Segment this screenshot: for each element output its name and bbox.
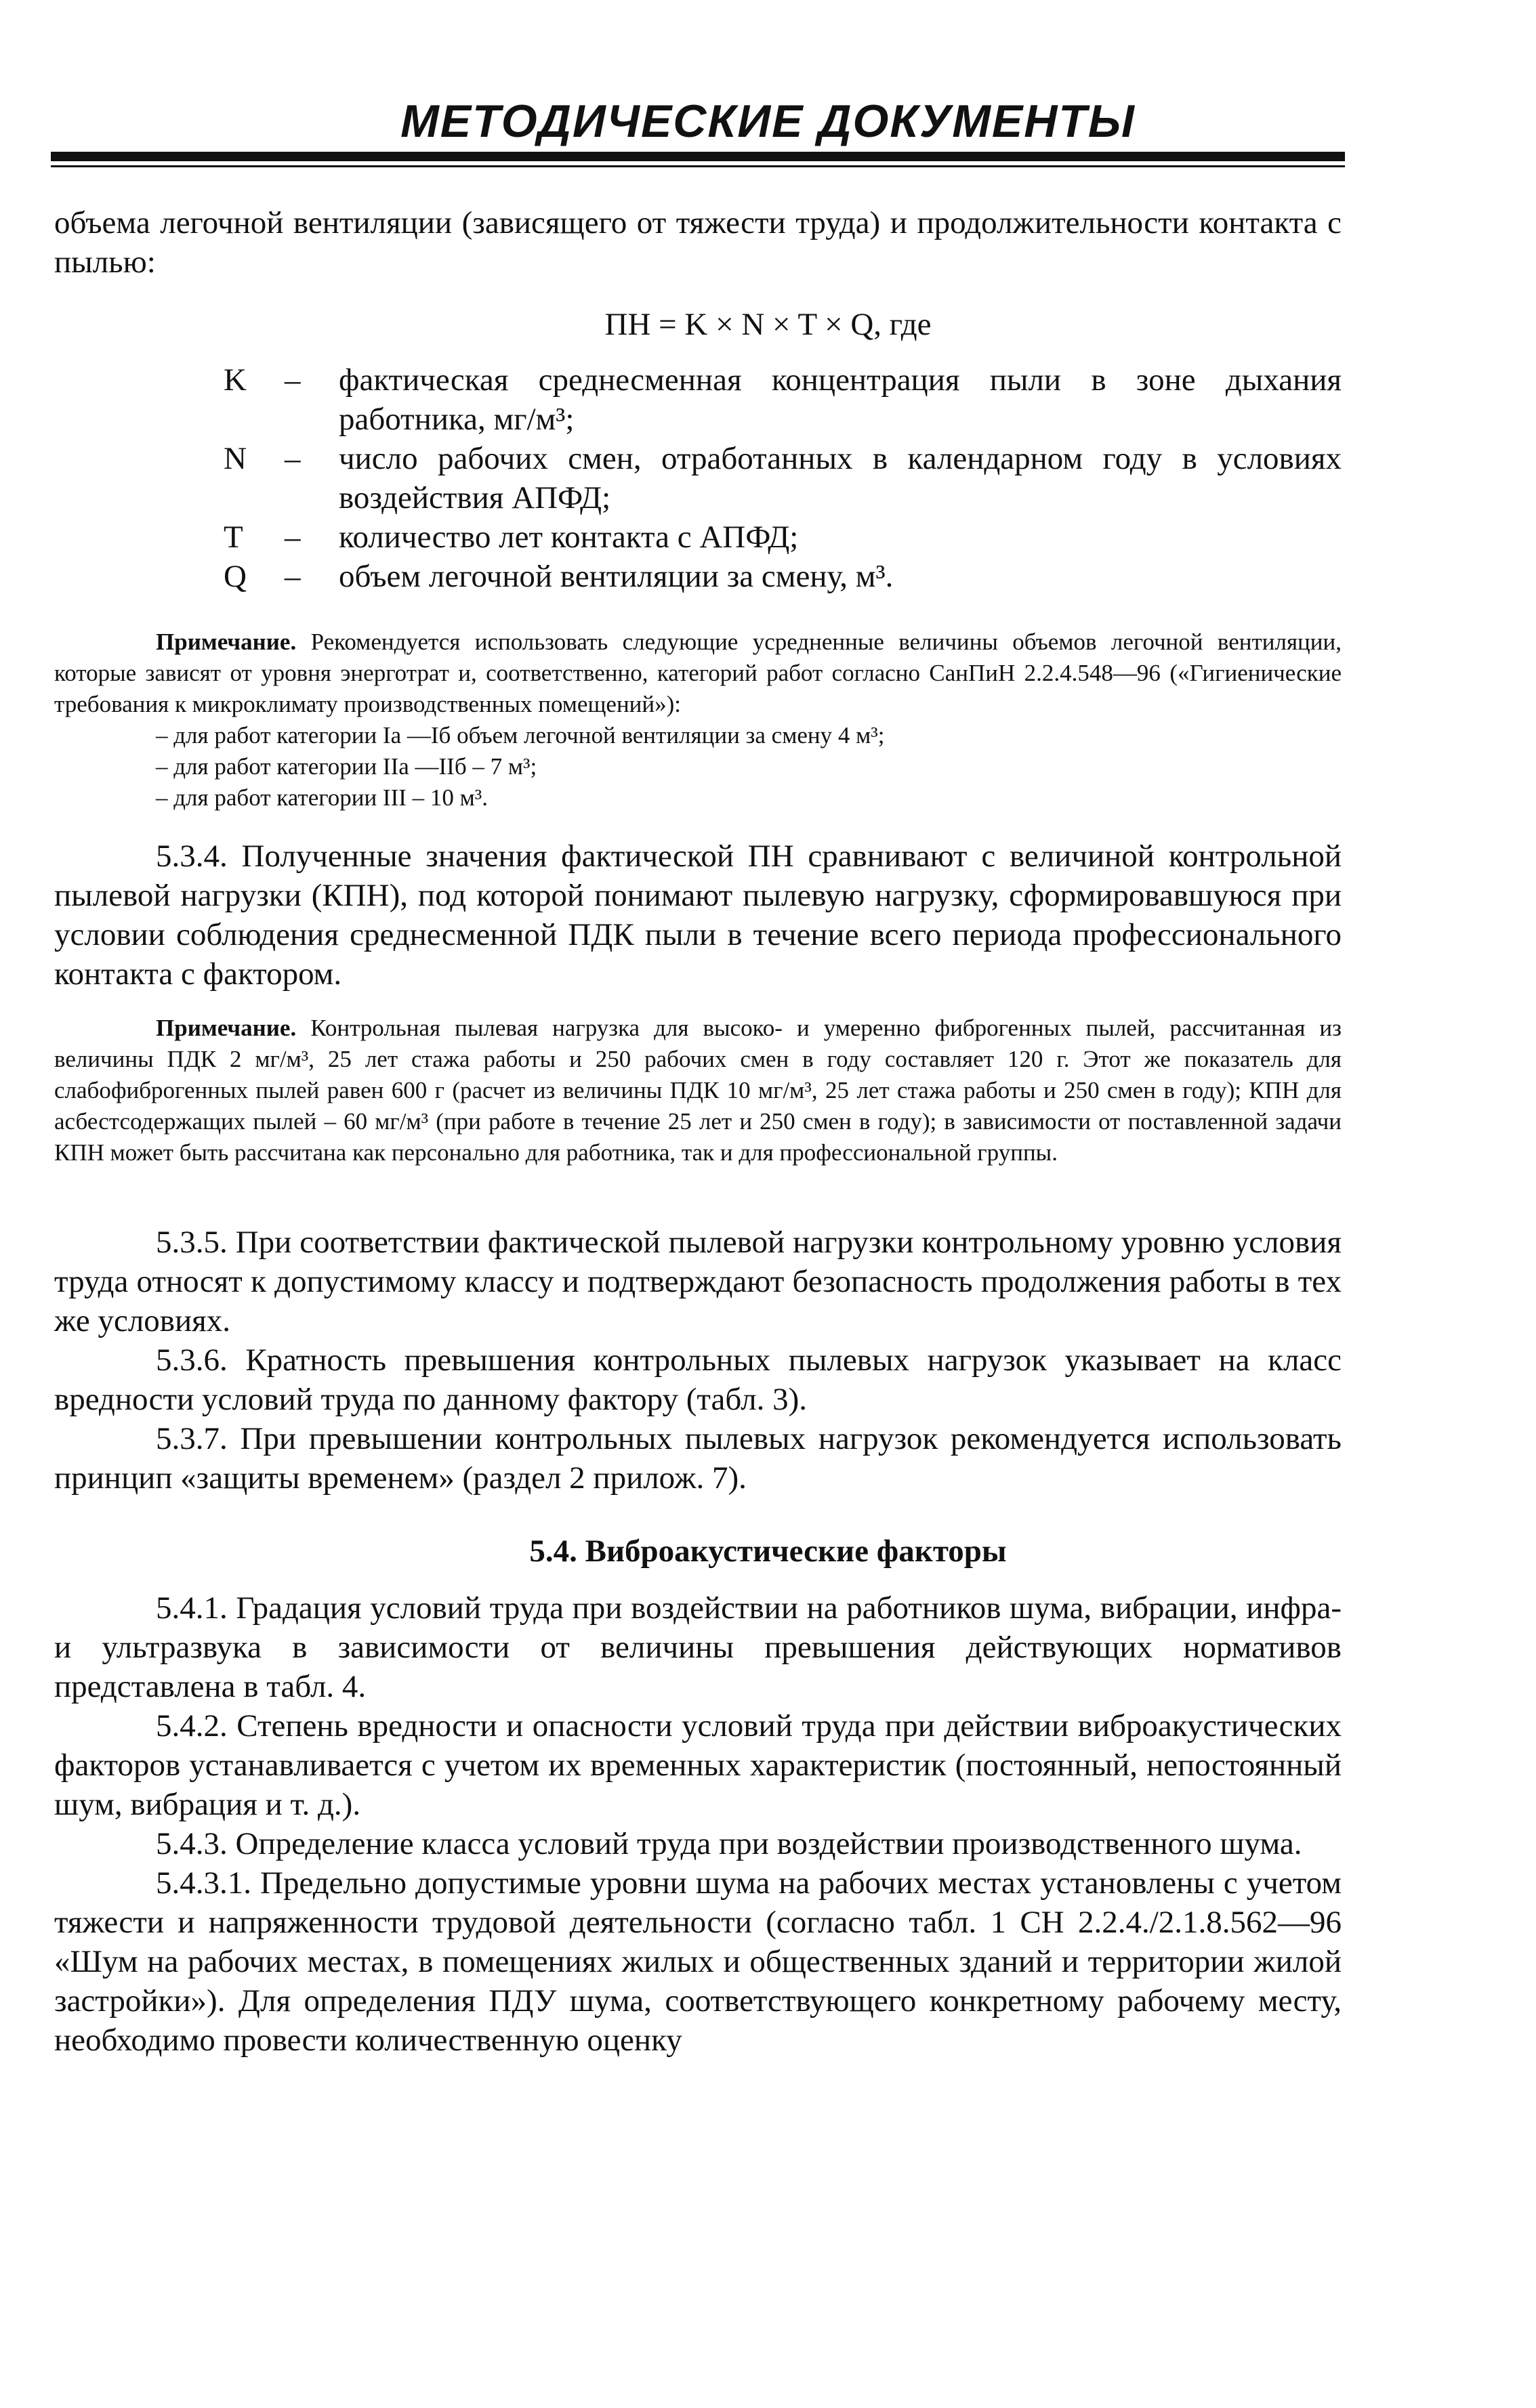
definitions-list [224, 360, 1342, 596]
note-1-item: – для работ категории IIа —IIб – 7 м³; [156, 753, 537, 780]
paragraph-5-3-5: 5.3.5. При соответствии фактической пылевой нагрузки контрольному уровню условия труда относят к допустимому классу и подтверждают безопасность продолжения работы в тех же условиях. [54, 1225, 1342, 1338]
definition-text: объем легочной вентиляции за смену, м³. [339, 559, 894, 594]
paragraph-5-3-7: 5.3.7. При превышении контрольных пылевых нагрузок рекомендуется использовать принцип «защиты временем» (раздел 2 прилож. 7). [54, 1421, 1342, 1496]
note-1-label: Примечание. [156, 629, 297, 655]
definition-dash: – [285, 441, 301, 476]
note-2 [54, 1013, 1342, 1168]
definition-dash: – [285, 520, 301, 555]
paragraph-5-3-4 [54, 837, 1342, 994]
definition-dash: – [285, 559, 301, 594]
definition-item [224, 439, 1342, 517]
definition-dash: – [285, 362, 301, 398]
section-5-4-body [54, 1588, 1342, 2060]
paragraph-text: 5.3.4. Полученные значения фактической ПН сравнивают с величиной контрольной пылевой нагрузки (КПН), под которой понимают пылевую нагрузку, сформировавшуюся при условии соблюдения среднесменной ПДК пыли в течение всего периода профессионального контакта с фактором. [54, 839, 1342, 992]
definition-text: фактическая среднесменная концентрация пыли в зоне дыхания работника, мг/м³; [339, 362, 1342, 437]
intro-text: объема легочной вентиляции (зависящего от тяжести труда) и продолжительности контакта с пылью: [54, 205, 1342, 280]
section-heading-5-4: 5.4. Виброакустические факторы [529, 1534, 1007, 1569]
paragraph-5-4-3-1: 5.4.3.1. Предельно допустимые уровни шума на рабочих местах установлены с учетом тяжести и напряженности трудовой деятельности (согласно табл. 1 СН 2.2.4./2.1.8.562—96 «Шум на рабочих местах, в помещениях жилых и общественных зданий и территории жилой застройки»). Для определения ПДУ шума, соответствующего конкретному рабочему месту, необходимо провести количественную оценку [54, 1865, 1342, 2058]
note-2-text [54, 1013, 1342, 1168]
intro-paragraph [54, 203, 1342, 282]
definition-symbol: T [224, 520, 243, 555]
definition-item [224, 360, 1342, 439]
definition-text: количество лет контакта с АПФД; [339, 520, 799, 555]
definition-symbol: K [224, 362, 247, 398]
running-header: МЕТОДИЧЕСКИЕ ДОКУМЕНТЫ [400, 96, 1136, 147]
note-1-text [54, 627, 1342, 720]
note-1-item: – для работ категории III – 10 м³. [156, 784, 489, 811]
note-2-body: Контрольная пылевая нагрузка для высоко- и умеренно фиброгенных пылей, рассчитанная из величины ПДК 2 мг/м³, 25 лет стажа работы и 250 рабочих смен в году составляет 120 г. Этот же показатель для слабофиброгенных пылей равен 600 г (расчет из величины ПДК 10 мг/м³, 25 лет стажа работы и 250 смен в году); КПН для асбестсодержащих пылей – 60 мг/м³ (при работе в течение 25 лет и 250 смен в году); в зависимости от поставленной задачи КПН может быть рассчитана как персонально для работника, так и для профессиональной группы. [54, 1015, 1342, 1166]
formula: ПН = K × N × T × Q, где [604, 307, 932, 342]
note-1-body: Рекомендуется использовать следующие усредненные величины объемов легочной вентиляции, которые зависят от уровня энерготрат и, соответственно, категорий работ согласно СанПиН 2.2.4.548—96 («Гигиенические требования к микроклимату производственных помещений»): [54, 629, 1342, 717]
note-1-item: – для работ категории Iа —Iб объем легочной вентиляции за смену 4 м³; [156, 722, 885, 748]
note-1 [54, 627, 1342, 814]
header-rule-thin [51, 165, 1345, 167]
definition-item [224, 557, 1342, 596]
definition-item [224, 517, 1342, 557]
definition-symbol: Q [224, 559, 247, 594]
definition-symbol: N [224, 441, 247, 476]
paragraph-5-4-3: 5.4.3. Определение класса условий труда при воздействии производственного шума. [156, 1826, 1302, 1861]
definition-text: число рабочих смен, отработанных в календарном году в условиях воздействия АПФД; [339, 441, 1342, 515]
paragraph-5-3-6: 5.3.6. Кратность превышения контрольных пылевых нагрузок указывает на класс вредности условий труда по данному фактору (табл. 3). [54, 1343, 1342, 1417]
paragraph-5-4-1: 5.4.1. Градация условий труда при воздействии на работников шума, вибрации, инфра- и ультразвука в зависимости от величины превышения действующих нормативов представлена в табл. 4. [54, 1590, 1342, 1704]
paragraph-5-4-2: 5.4.2. Степень вредности и опасности условий труда при действии виброакустических факторов устанавливается с учетом их временных характеристик (постоянный, непостоянный шум, вибрация и т. д.). [54, 1708, 1342, 1822]
paragraphs-5-3-5-to-5-3-7 [54, 1223, 1342, 1498]
header-rule-thick [51, 152, 1345, 161]
note-2-label: Примечание. [156, 1015, 297, 1041]
